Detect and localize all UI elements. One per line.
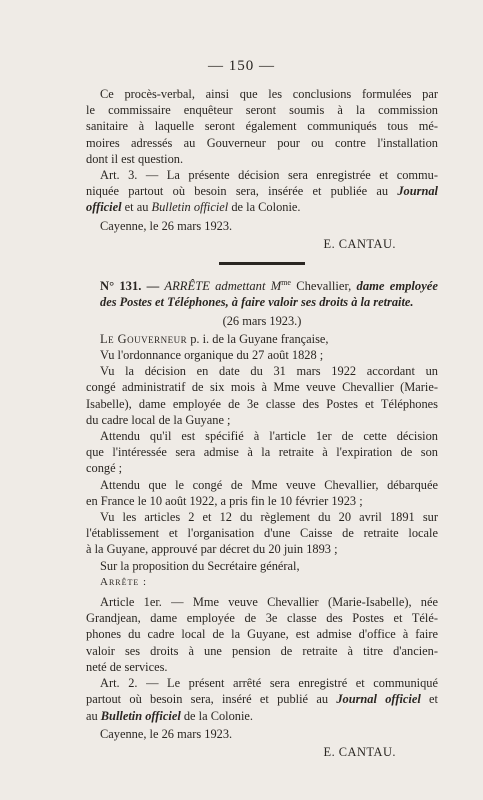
text-line: dont il est question. [86, 151, 184, 166]
text-line: sanitaire à laquelle seront également communiqués tous mé- [86, 119, 438, 134]
date-line: Cayenne, le 26 mars 1923. [100, 726, 233, 741]
text-line: moires adressés au Gouverneur pour ou contre l'installation [86, 135, 438, 150]
vu-line: Vu les articles 2 et 12 du règlement du 20 avril 1891 sur [100, 510, 438, 525]
article-3-line: officiel et au Bulletin officiel de la Colonie. [86, 200, 301, 215]
article-2-line: au Bulletin officiel de la Colonie. [86, 708, 254, 723]
gouverneur-line: Le Gouverneur p. i. de la Guyane française, [100, 331, 329, 346]
proposition-line: Sur la proposition du Secrétaire général, [100, 558, 300, 573]
vu-line: Vu l'ordonnance organique du 27 août 1828 ; [100, 348, 324, 363]
attendu-line: que l'intéressée sera admise à la retraite à l'expiration de son [86, 445, 438, 460]
decree-date: (26 mars 1923.) [222, 313, 302, 328]
article-3-line: niquée partout où besoin sera, insérée et publiée au Journal [86, 184, 438, 199]
arrete-label: Arrête : [100, 575, 148, 588]
attendu-line: en France le 10 août 1922, a pris fin le 10 février 1923 ; [86, 493, 363, 508]
attendu-line: Attendu qu'il est spécifié à l'article 1er de cette décision [100, 429, 438, 444]
article-2-line: partout où besoin sera, inséré et publié au Journal officiel et [86, 692, 439, 707]
attendu-line: Attendu que le congé de Mme veuve Chevallier, débarquée [100, 477, 438, 492]
section-1 [86, 86, 438, 760]
vu-line: l'établissement et l'organisation d'une Caisse de retraite locale [86, 526, 438, 541]
page-number: — 150 — [208, 58, 275, 74]
vu-line: Vu la décision en date du 31 mars 1922 accordant un [100, 364, 438, 379]
vu-line: congé administratif de six mois à Mme veuve Chevallier (Marie- [86, 380, 438, 395]
separator-rule [219, 262, 305, 265]
vu-line: Isabelle), dame employée de 3e classe des Postes et Téléphones [86, 396, 438, 411]
vu-line: à la Guyane, approuvé par décret du 20 juin 1893 ; [86, 542, 338, 557]
decree-heading: des Postes et Téléphones, à faire valoir ses droits à la retraite. [100, 295, 414, 310]
signature: E. CANTAU. [323, 236, 396, 251]
text-line: le commissaire enquêteur seront soumis à la commission [86, 103, 438, 118]
article-1-line: neté de services. [86, 659, 168, 674]
article-1-line: Grandjean, dame employée de 3e classe des Postes et Télé- [86, 611, 438, 626]
attendu-line: congé ; [86, 461, 123, 476]
article-2-line: Art. 2. — Le présent arrêté sera enregistré et communiqué [100, 676, 438, 691]
article-1-line: Article 1er. — Mme veuve Chevallier (Marie-Isabelle), née [100, 595, 438, 610]
article-1-line: phones du cadre local de la Guyane, est admise d'office à faire [86, 627, 438, 642]
signature: E. CANTAU. [323, 744, 396, 759]
vu-line: du cadre local de la Guyane ; [86, 412, 231, 427]
decree-heading: N° 131. — ARRÊTE admettant $M^{me}$ Chevallier, dame employée [100, 278, 438, 294]
date-line: Cayenne, le 26 mars 1923. [100, 218, 233, 233]
article-1-line: valoir ses droits à une pension de retraite à titre d'ancien- [86, 643, 438, 658]
article-3-line: Art. 3. — La présente décision sera enregistrée et commu- [100, 168, 438, 183]
text-line: Ce procès-verbal, ainsi que les conclusions formulées par [100, 87, 438, 101]
